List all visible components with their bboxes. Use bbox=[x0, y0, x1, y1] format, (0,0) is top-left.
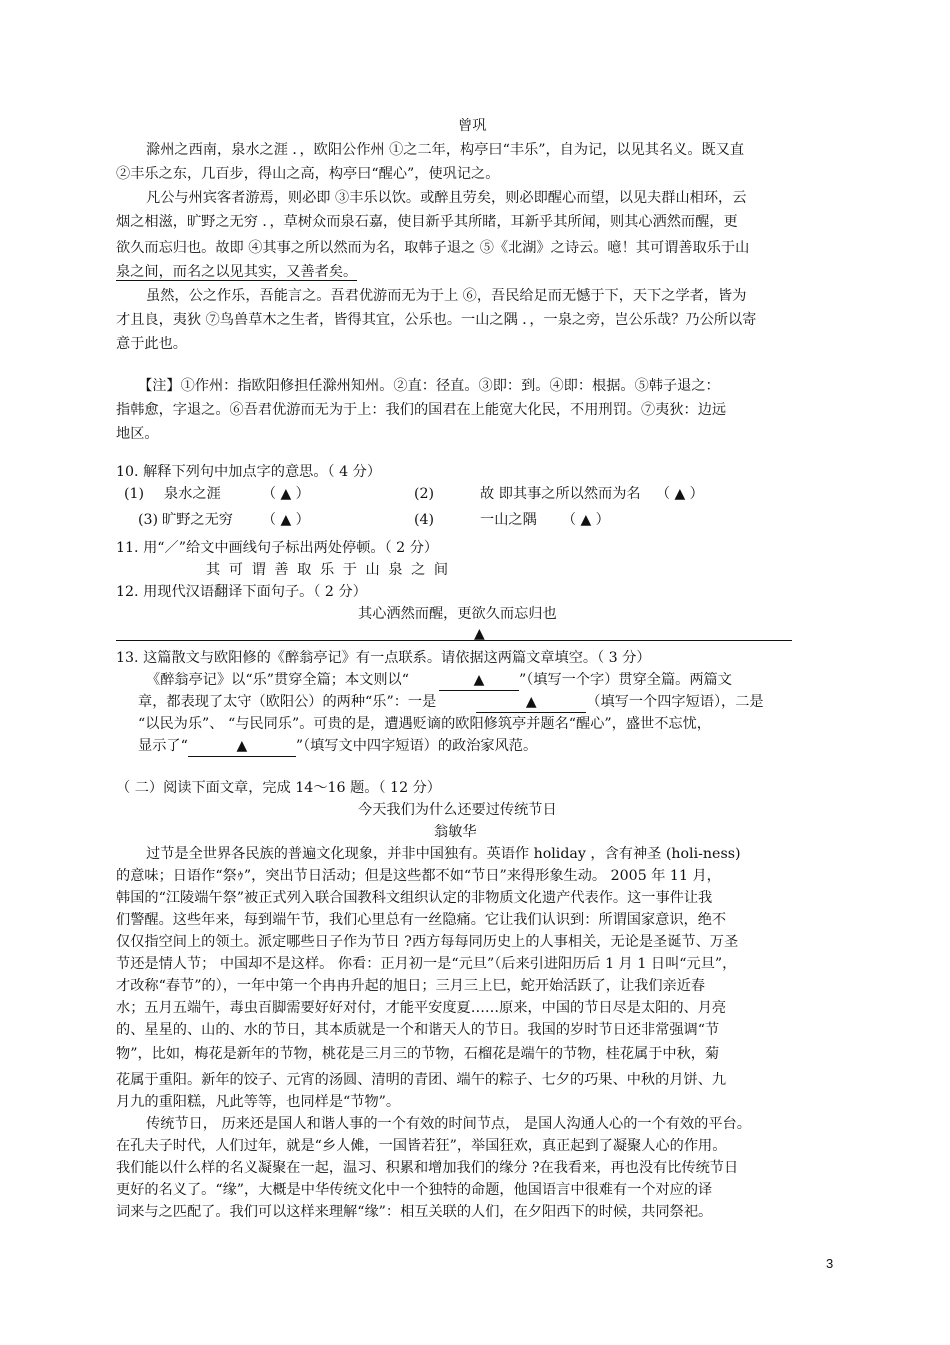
passage-line: 凡公与州宾客者游焉，则必即 ③丰乐以饮。或醉且劳矣，则必即醒心而望，以见夫群山相环，云 bbox=[146, 190, 747, 206]
annotation-note: 地区。 bbox=[116, 426, 159, 442]
question-12-stem: 12. 用现代汉语翻译下面句子。（ 2 分） bbox=[116, 584, 367, 600]
article-line: 才改称“春节”的），一年中第一个冉冉升起的旭日；三月三上巳，蛇开始活跃了，让我们亲近春 bbox=[116, 978, 706, 994]
annotation-note: 指韩愈，字退之。⑥吾君优游而无为于上：我们的国君在上能宽大化民，不用刑罚。⑦夷狄：边远 bbox=[116, 402, 727, 418]
section-2-header: （ 二）阅读下面文章，完成 14～16 题。（ 12 分） bbox=[116, 780, 441, 796]
article-line: 更好的名义了。“缘”，大概是中华传统文化中一个独特的命题，他国语言中很难有一个对应的译 bbox=[116, 1182, 713, 1198]
answer-line bbox=[116, 640, 792, 641]
q13-blank-3[interactable]: ▲ bbox=[188, 736, 296, 757]
passage-line: 才且良，夷狄 ⑦鸟兽草木之生者，皆得其宜，公乐也。一山之隅 ．，一泉之旁，岂公乐哉？乃公所以寄 bbox=[116, 312, 757, 328]
question-13-stem: 13. 这篇散文与欧阳修的《醉翁亭记》有一点联系。请依据这两篇文章填空。（ 3 分） bbox=[116, 650, 651, 666]
q10-answer-blank[interactable]: （ ▲ ） bbox=[262, 486, 310, 502]
q13-text-part: ”（填写一个字）贯穿全篇。两篇文 bbox=[518, 672, 732, 688]
q13-text-part: ”（填写文中四字短语）的政治家风范。 bbox=[295, 738, 538, 754]
q13-text-part: （填写一个四字短语），二是 bbox=[586, 694, 764, 710]
passage-line: 滁州之西南，泉水之涯 ．，欧阳公作州 ①之二年，构亭曰“丰乐”，自为记，以见其名义。既又直 bbox=[146, 142, 745, 158]
article-line: 节还是情人节； 中国却不是这样。 你看：正月初一是“元旦”（后来引进阳历后 1 月 1 日叫“元旦”， bbox=[116, 956, 737, 972]
q13-text bbox=[138, 736, 537, 757]
passage-line-underlined bbox=[116, 262, 357, 282]
page-number: 3 bbox=[826, 1256, 834, 1271]
q11-sentence: 其可谓善取乐于山泉之间 bbox=[206, 562, 457, 578]
underlined-sentence-end: 泉之间，而名之以见其实，又善者矣。 bbox=[116, 264, 358, 280]
q12-answer-marker[interactable]: ▲ bbox=[474, 626, 485, 642]
passage-line: 烟之相滋，旷野之无穷 ．，草树众而泉石嘉，使目新乎其所睹，耳新乎其所闻，则其心洒然而醒，更 bbox=[116, 214, 738, 230]
article-line: 的、星星的、山的、水的节日，其本质就是一个和谐天人的节日。我国的岁时节日还非常强调“节 bbox=[116, 1022, 720, 1038]
q13-text-part: 章，都表现了太守（欧阳公）的两种“乐”：一是 bbox=[138, 694, 437, 710]
passage-author: 曾巩 bbox=[458, 118, 487, 134]
question-10-stem: 10. 解释下列句中加点字的意思。（ 4 分） bbox=[116, 464, 382, 480]
article-line: 我们能以什么样的名义凝聚在一起，温习、积累和增加我们的缘分 ?在我看来，再也没有比传统节日 bbox=[116, 1160, 739, 1176]
passage-line: ②丰乐之东，几百步，得山之高，构亭曰“醒心”，使巩记之。 bbox=[116, 166, 500, 182]
article-line: 在孔夫子时代，人们过年，就是“乡人傩，一国皆若狂”，举国狂欢，真正起到了凝聚人心的作用。 bbox=[116, 1138, 727, 1154]
article-line: 过节是全世界各民族的普遍文化现象，并非中国独有。英语作 holiday ，含有神圣 (holi-ness) bbox=[146, 846, 741, 862]
article-line: 韩国的“江陵端午祭”被正式列入联合国教科文组织认定的非物质文化遗产代表作。这一事件让我 bbox=[116, 890, 713, 906]
q10-item-text: 一山之隅 bbox=[480, 512, 537, 528]
q10-answer-blank[interactable]: （ ▲ ） bbox=[262, 512, 310, 528]
q10-item-text: 故 即其事之所以然而为名 bbox=[480, 486, 641, 502]
article-line: 们警醒。这些年来，每到端午节，我们心里总有一丝隐痛。它让我们认识到：所谓国家意识，绝不 bbox=[116, 912, 727, 928]
q10-answer-blank[interactable]: （ ▲ ） bbox=[656, 486, 704, 502]
passage-line: 欲久而忘归也。故即 ④其事之所以然而为名，取韩子退之 ⑤《北湖》之诗云。噫！其可谓善取乐于山 bbox=[116, 240, 750, 256]
q10-item-num: (1) bbox=[124, 486, 145, 502]
article-author: 翁敏华 bbox=[434, 824, 477, 840]
q13-text-part: 显示了“ bbox=[138, 738, 188, 754]
annotation-note: 【注】①作州：指欧阳修担任滁州知州。②直：径直。③即：到。④即：根据。⑤韩子退之： bbox=[138, 378, 720, 394]
article-line: 的意味；日语作“祭ｩ”，突出节日活动；但是这些都不如“节日”来得形象生动。 2005 年 11 月， bbox=[116, 868, 721, 884]
article-line: 物”，比如，梅花是新年的节物，桃花是三月三的节物，石榴花是端午的节物，桂花属于中秋，菊 bbox=[116, 1046, 720, 1062]
article-line: 传统节日， 历来还是国人和谐人事的一个有效的时间节点， 是国人沟通人心的一个有效的平台。 bbox=[146, 1116, 751, 1132]
q10-item-text: 旷野之无穷 bbox=[162, 512, 233, 528]
article-line: 水；五月五端午，毒虫百脚需要好好对付，才能平安度夏……原来，中国的节日尽是太阳的、月亮 bbox=[116, 1000, 727, 1016]
q13-text bbox=[138, 692, 764, 713]
article-title: 今天我们为什么还要过传统节日 bbox=[358, 802, 557, 818]
q13-text-part: 《醉翁亭记》以“乐”贯穿全篇；本文则以“ bbox=[146, 672, 409, 688]
q13-text bbox=[146, 670, 732, 691]
q13-blank-2[interactable]: ▲ bbox=[476, 692, 586, 713]
article-line: 月九的重阳糕，凡此等等，也同样是“节物”。 bbox=[116, 1094, 401, 1110]
q12-sentence: 其心洒然而醒，更欲久而忘归也 bbox=[358, 606, 557, 622]
q10-item-num: (2) bbox=[414, 486, 435, 502]
question-11-stem: 11. 用“／”给文中画线句子标出两处停顿。（ 2 分） bbox=[116, 540, 439, 556]
article-line: 花属于重阳。新年的饺子、元宵的汤圆、清明的青团、端午的粽子、七夕的巧果、中秋的月饼、九 bbox=[116, 1072, 727, 1088]
q10-item-text: 泉水之涯 bbox=[164, 486, 221, 502]
article-line: 仅仅指空间上的领土。派定哪些日子作为节日 ?西方每每同历史上的人事相关，无论是圣诞节、万圣 bbox=[116, 934, 739, 950]
q10-item-num: (3) bbox=[138, 512, 159, 528]
article-line: 词来与之匹配了。我们可以这样来理解“缘”：相互关联的人们，在夕阳西下的时候，共同祭祀。 bbox=[116, 1204, 713, 1220]
q10-item-num: (4) bbox=[414, 512, 435, 528]
passage-line: 虽然，公之作乐，吾能言之。吾君优游而无为于上 ⑥，吾民给足而无憾于下，天下之学者，皆为 bbox=[146, 288, 747, 304]
q13-text: “以民为乐”、 “与民同乐”。可贵的是，遭遇贬谪的欧阳修筑亭并题名“醒心”，盛世不忘忧， bbox=[138, 716, 711, 732]
passage-line: 意于此也。 bbox=[116, 336, 187, 352]
q13-blank-1[interactable]: ▲ bbox=[439, 670, 519, 691]
q10-answer-blank[interactable]: （ ▲ ） bbox=[562, 512, 610, 528]
